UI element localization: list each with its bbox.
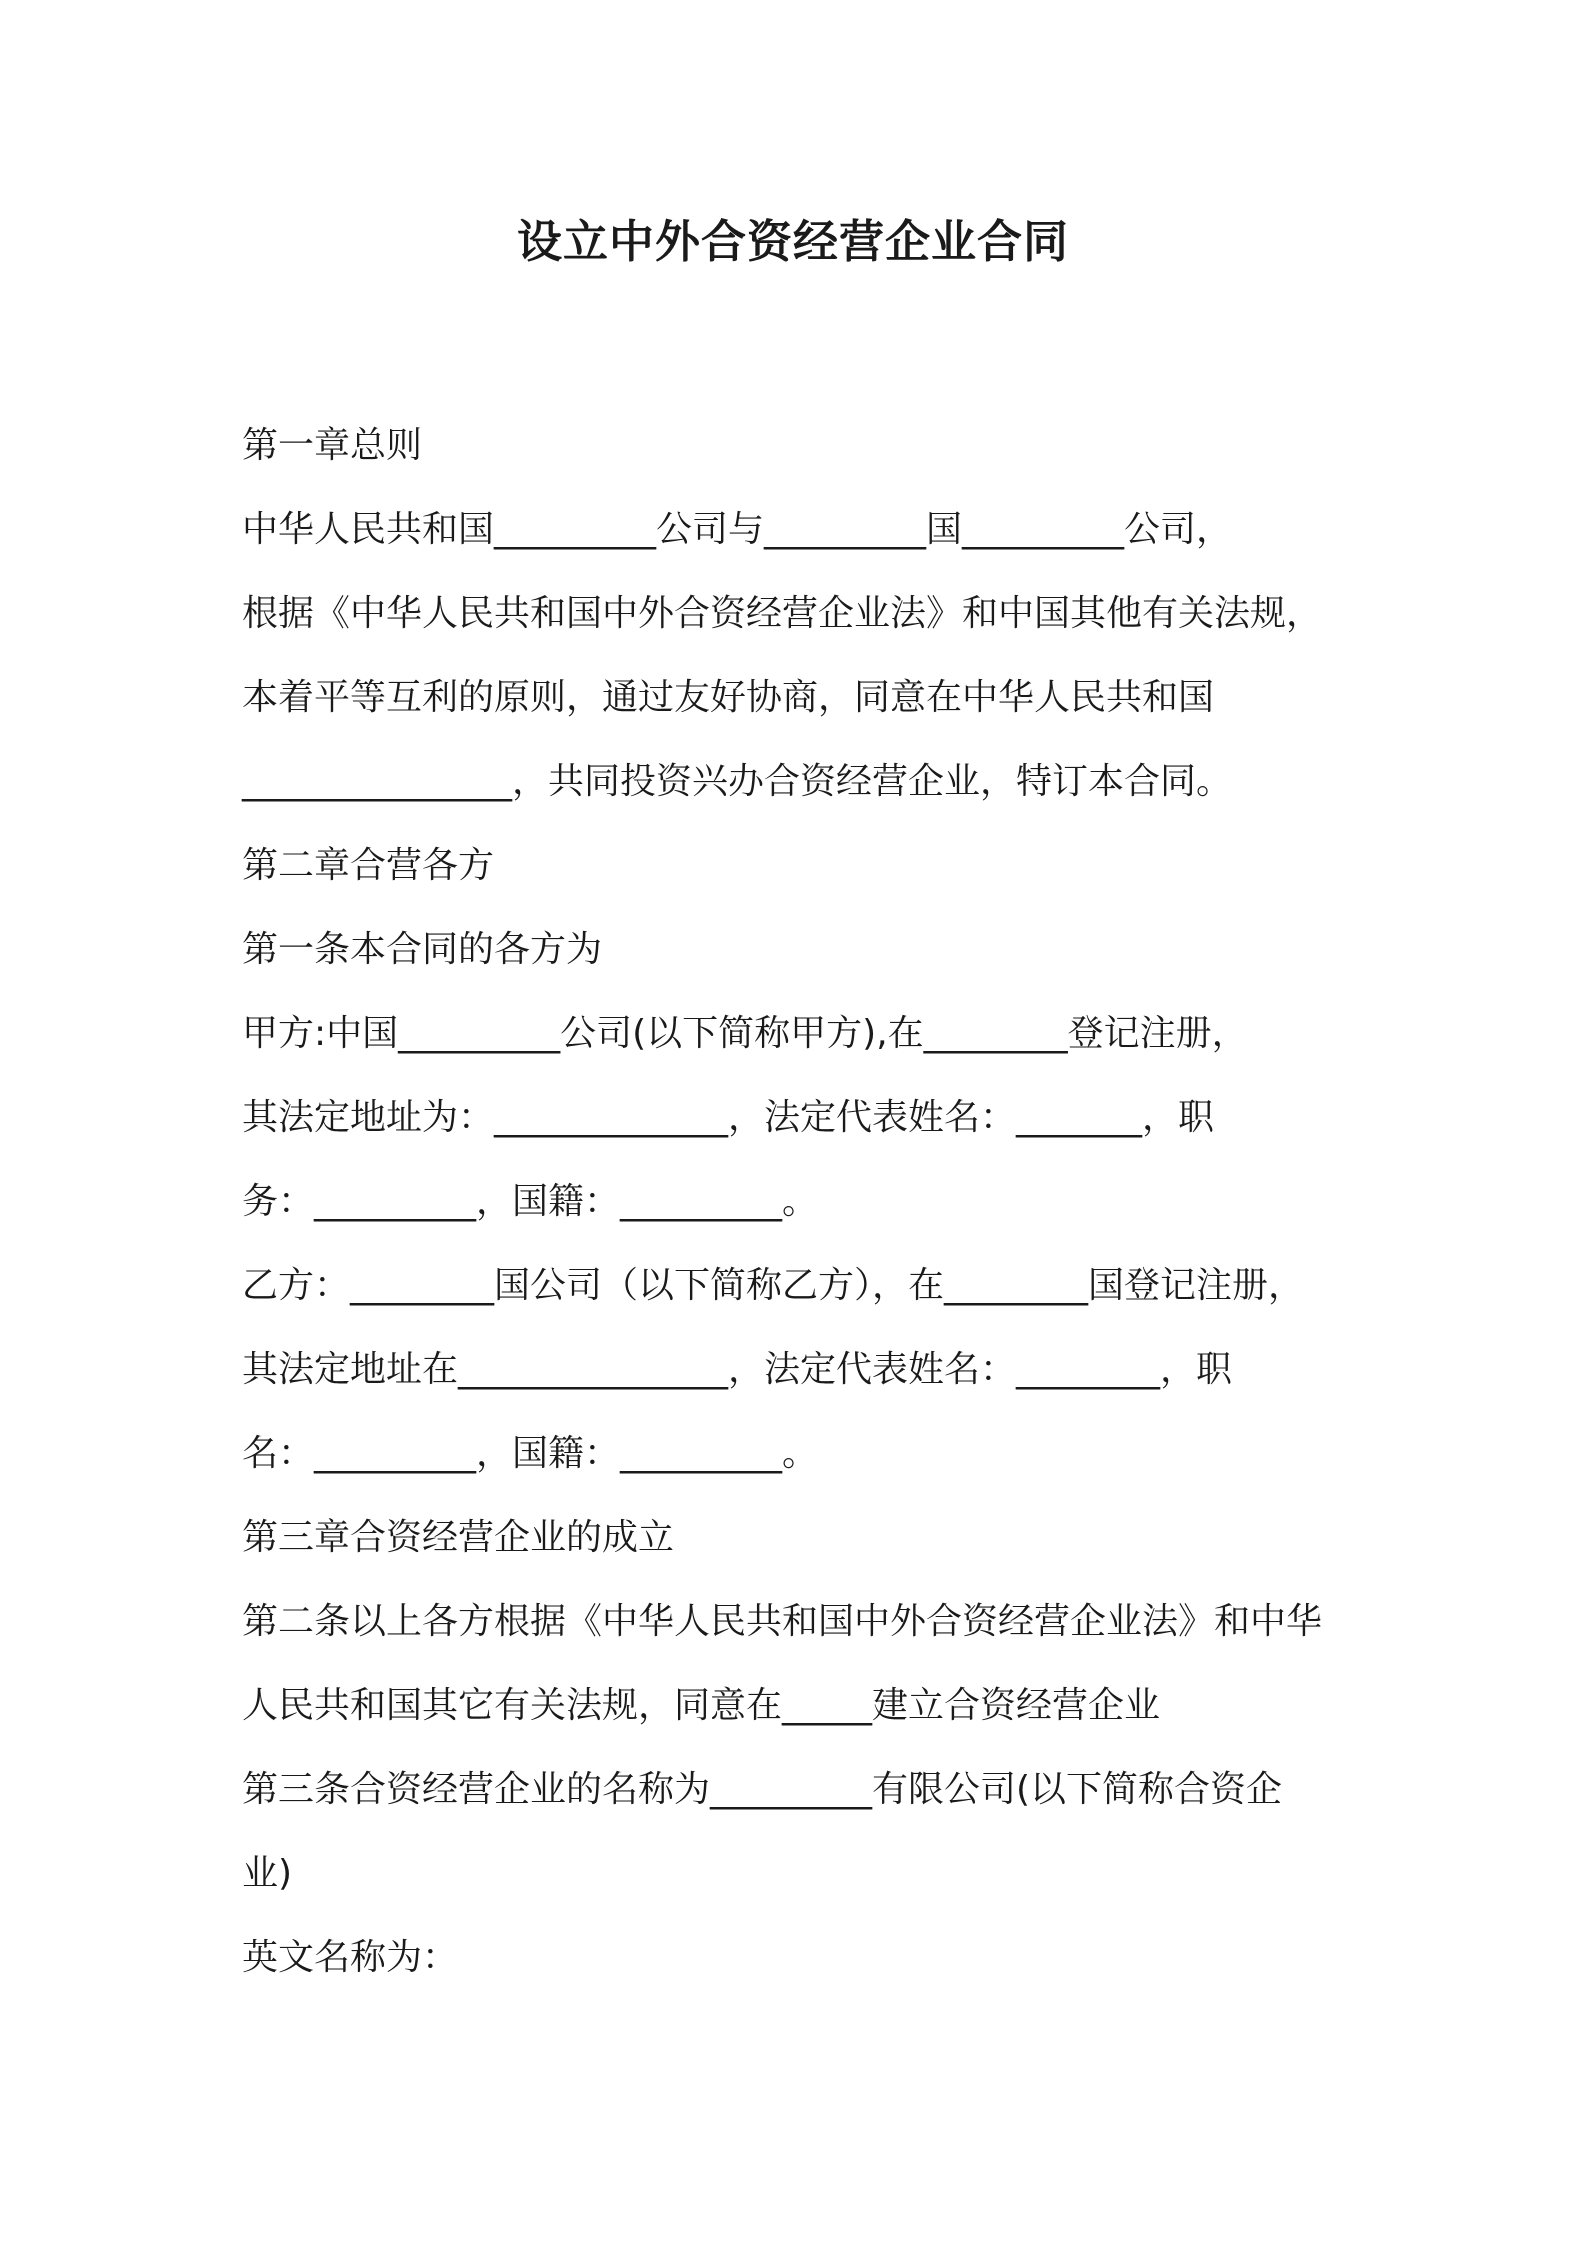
- chapter-3-heading: 第三章合资经营企业的成立: [242, 1517, 675, 1558]
- article-2-line-1: 第二条以上各方根据《中华人民共和国中外合资经营企业法》和中华: [242, 1601, 1323, 1642]
- english-name-line: 英文名称为：: [242, 1937, 459, 1978]
- article-3-line-1: 第三条合资经营企业的名称为_________有限公司(以下简称合资企: [242, 1769, 1283, 1810]
- party-a-line-2: 其法定地址为：_____________，法定代表姓名：_______，职: [242, 1097, 1215, 1138]
- document-title: 设立中外合资经营企业合同: [516, 215, 1069, 268]
- preamble-line-3: 本着平等互利的原则，通过友好协商，同意在中华人民共和国: [242, 677, 1215, 718]
- party-b-line-2: 其法定地址在_______________，法定代表姓名：________，职: [242, 1349, 1233, 1390]
- article-2-line-2: 人民共和国其它有关法规，同意在_____建立合资经营企业: [242, 1685, 1161, 1726]
- preamble-line-4: _______________，共同投资兴办合资经营企业，特订本合同。: [242, 761, 1233, 802]
- document-body: [242, 404, 1402, 2000]
- party-a-line-3: 务：_________，国籍：_________。: [242, 1181, 819, 1222]
- article-1-heading: 第一条本合同的各方为: [242, 929, 603, 970]
- chapter-2-heading: 第二章合营各方: [242, 845, 495, 886]
- party-b-line-3: 名：_________，国籍：_________。: [242, 1433, 819, 1474]
- article-3-line-2: 业): [242, 1853, 293, 1894]
- preamble-line-1: 中华人民共和国_________公司与_________国_________公司，: [242, 509, 1233, 550]
- party-b-line-1: 乙方：________国公司（以下简称乙方），在________国登记注册，: [242, 1265, 1305, 1306]
- chapter-1-heading: 第一章总则: [242, 425, 423, 466]
- party-a-line-1: 甲方:中国_________公司(以下简称甲方),在________登记注册，: [242, 1013, 1248, 1054]
- preamble-line-2: 根据《中华人民共和国中外合资经营企业法》和中国其他有关法规，: [242, 593, 1323, 634]
